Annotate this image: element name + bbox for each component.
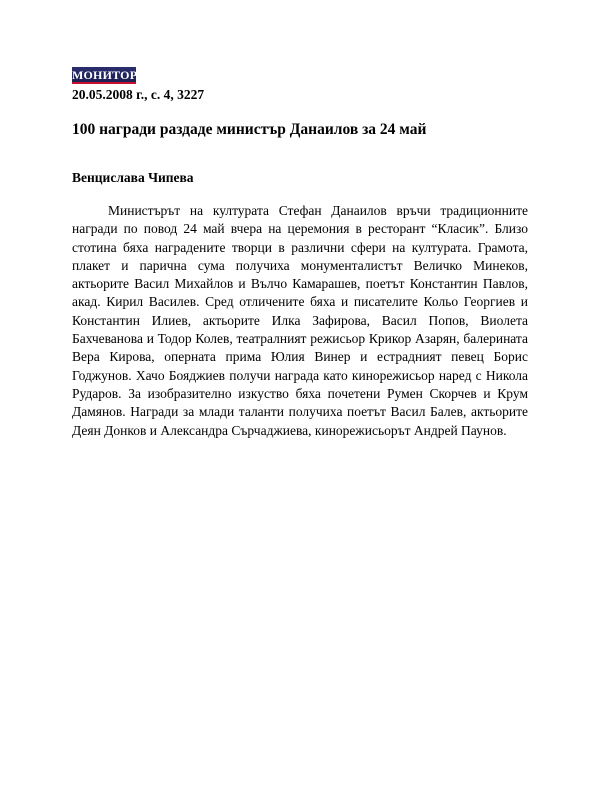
article-author: Венцислава Чипева (72, 170, 194, 185)
article-headline: 100 награди раздаде министър Данаилов за 24 май (72, 121, 427, 138)
dateline: 20.05.2008 г., с. 4, 3227 (72, 87, 205, 102)
article-body: Министърът на културата Стефан Данаилов връчи традиционните награди по повод 24 май вчера на церемония в ресторант “Класик”. Близо стотина бяха наградените творци в различни сфери на културата. Грамота, плакет и парична сума получиха монументалистът Величко Минеков, актьорите Васил Михайлов и Вълчо Камарашев, поетът Константин Павлов, акад. Кирил Василев. Сред отличените бяха и писателите Кольо Георгиев и Константин Илиев, актьорите Илка Зафирова, Васил Попов, Виолета Бахчеванова и Тодор Колев, театралният режисьор Крикор Азарян, балерината Вера Кирова, оперната прима Юлия Винер и естрадният певец Борис Годжунов. Хачо Бояджиев получи награда като кинорежисьор наред с Никола Рударов. За изобразително изкуство бяха почетени Румен Скорчев и Крум Дамянов. Награди за млади таланти получиха поетът Васил Балев, актьорите Деян Донков и Александра Сърчаджиева, кинорежисьорът Андрей Паунов. (72, 203, 528, 438)
document-page (72, 66, 528, 453)
monitor-logo: МОНИТОР (72, 68, 138, 82)
